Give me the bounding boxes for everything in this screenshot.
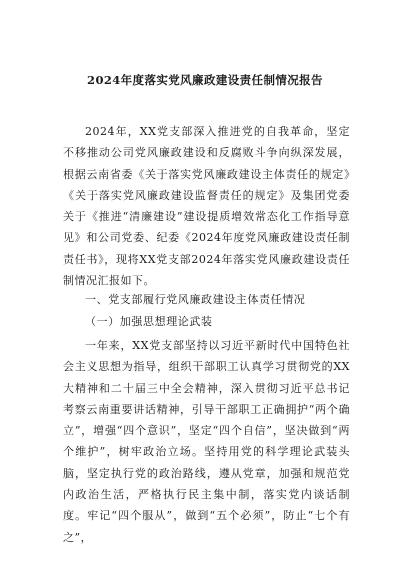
body-paragraph: 一年来，XX党支部坚持以习近平新时代中国特色社会主义思想为指导，组织干部职工认真学习贯彻党的XX大精神和二十届三中全会精神，深入贯彻习近平总书记考察云南重要讲话精神，引导干部职工正确拥护“两个确立”，增强“四个意识”，坚定“四个自信”，坚决做到“两个维护”，树牢政治立场。坚持用党的科学理论武装头脑，坚定执行党的政治路线，遵从党章，加强和规范党内政治生活，严格执行民主集中制，落实党内谈话制度。牢记“四个服从”，做到“五个必须”，防止“七个有之”， <box>63 339 350 544</box>
document-title: 2024年度落实党风廉政建设责任制情况报告 <box>87 73 323 87</box>
section-heading: 一、党支部履行党风廉政建设主体责任情况 <box>85 293 306 306</box>
intro-paragraph: 2024年，XX党支部深入推进党的自我革命，坚定不移推动公司党风廉政建设和反腐败斗争向纵深发展，根据云南省委《关于落实党风廉政建设主体责任的规定》《关于落实党风廉政建设监督责任的规定》及集团党委关于《推进“清廉建设”建设提质增效常态化工作指导意见》和公司党委、纪委《2024年度党风廉政建设责任制责任书》，现将XX党支部2024年落实党风廉政建设责任制情况汇报如下。 <box>63 125 350 288</box>
subsection-heading: （一）加强思想理论武装 <box>85 315 213 328</box>
